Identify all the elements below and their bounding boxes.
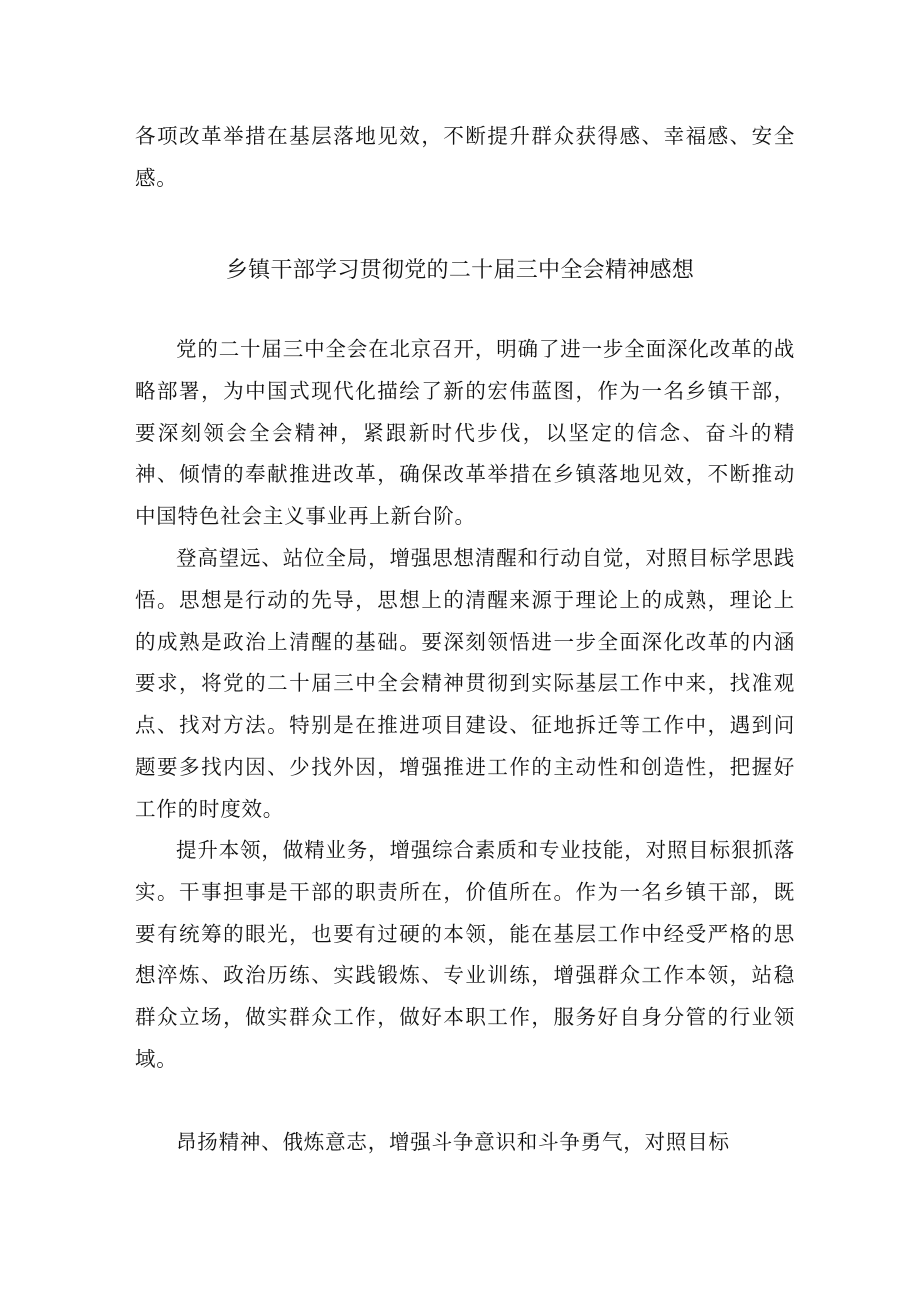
lead-paragraph: 各项改革举措在基层落地见效，不断提升群众获得感、幸福感、安全感。 xyxy=(135,124,795,190)
paragraph-spirit: 昂扬精神、俄炼意志，增强斗争意识和斗争勇气，对照目标 xyxy=(176,1130,730,1154)
paragraph-skills: 提升本领，做精业务，增强综合素质和专业技能，对照目标狠抓落实。干事担事是干部的职责所在，价值所在。作为一名乡镇干部，既要有统筹的眼光，也要有过硬的本领，能在基层工作中经受严格的思想淬炼、政治历练、实践锻炼、专业训练，增强群众工作本领，站稳群众立场，做实群众工作，做好本职工作，服务好自身分管的行业领域。 xyxy=(135,838,795,1071)
paragraph-thinking: 登高望远、站位全局，增强思想清醒和行动自觉，对照目标学思践悟。思想是行动的先导，思想上的清醒来源于理论上的成熟，理论上的成熟是政治上清醒的基础。要深刻领悟进一步全面深化改革的内涵要求，将党的二十届三中全会精神贯彻到实际基层工作中来，找准观点、找对方法。特别是在推进项目建设、征地拆迁等工作中，遇到问题要多找内因、少找外因，增强推进工作的主动性和创造性，把握好工作的时度效。 xyxy=(135,546,795,821)
article-title: 乡镇干部学习贯彻党的二十届三中全会精神感想 xyxy=(225,258,695,283)
paragraph-intro: 党的二十届三中全会在北京召开，明确了进一步全面深化改革的战略部署，为中国式现代化描绘了新的宏伟蓝图，作为一名乡镇干部，要深刻领会全会精神，紧跟新时代步伐，以坚定的信念、奋斗的精神、倾情的奉献推进改革，确保改革举措在乡镇落地见效，不断推动中国特色社会主义事业再上新台阶。 xyxy=(135,337,795,529)
